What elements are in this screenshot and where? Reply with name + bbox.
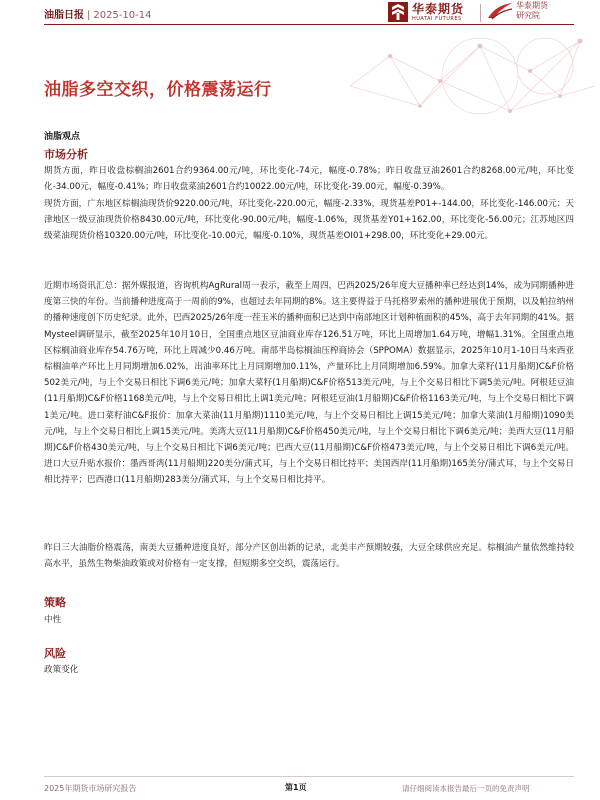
report-date: 2025-10-14	[93, 10, 152, 21]
huatai-logo-icon	[388, 2, 408, 22]
risk-value: 政策变化	[44, 665, 79, 675]
strategy-value: 中性	[44, 615, 62, 625]
spot-paragraph: 现货方面，广东地区棕榈油现货价9220.00元/吨，环比变化-220.00元，幅度-2.33%，现货基差P01+-144.00，环比变化-146.00元；天津地区一级豆油现货价格8430.00元/吨，环比变化-90.00元/吨，幅度-1.06%，现货基差Y01+162.00，环比变化-56.00元；江苏地区四级菜油现货价格10320.00元/吨，环比变化-10.00元，幅度-0.10%，现货基差OI01+298.00，环比变化+29.00元。	[44, 199, 574, 242]
decorative-network-graphic	[330, 26, 600, 126]
footer-rule	[44, 776, 574, 777]
company-logo	[388, 2, 464, 22]
company-name-cn: 华泰期货	[412, 1, 465, 16]
report-label	[44, 6, 152, 21]
footer-report-name: 2025年期货市场研究报告	[44, 784, 137, 793]
report-title: 油脂多空交织，价格震荡运行	[44, 80, 272, 100]
market-analysis-heading: 市场分析	[44, 148, 88, 161]
report-type: 油脂日报	[44, 10, 84, 21]
section-label: 油脂观点	[44, 132, 81, 142]
company-name-en: HUATAI FUTURES	[412, 15, 462, 22]
strategy-heading: 策略	[44, 596, 66, 609]
page-header	[0, 0, 600, 24]
risk-heading: 风险	[44, 647, 66, 660]
institute-swoosh-icon	[486, 1, 514, 21]
summary-paragraph: 昨日三大油脂价格震荡，南美大豆播种进度良好，部分产区创出新的记录，北美丰产预期较强，大豆全球供应充足。棕榈油产量依然维持较高水平，虽然生物柴油政策或对价格有一定支撑，但短期多空交织，震荡运行。	[44, 543, 574, 570]
footer-disclaimer: 请仔细阅读本报告最后一页的免责声明	[402, 784, 530, 793]
futures-paragraph: 期货方面，昨日收盘棕榈油2601合约9364.00元/吨，环比变化-74元，幅度-0.78%；昨日收盘豆油2601合约8268.00元/吨，环比变化-34.00元，幅度-0.41%；昨日收盘菜油2601合约10022.00元/吨，环比变化-39.00元，幅度-0.39%。	[44, 166, 574, 193]
page-number: 第1页	[285, 783, 307, 792]
news-paragraph: 近期市场资讯汇总：据外媒报道，咨询机构AgRural周一表示，截至上周四，巴西2025/26年度大豆播种率已经达到14%，成为同期播种进度第三快的年份。当前播种进度高于一周前的9%，也超过去年同期的8%。这主要得益于马托格罗索州的播种进展优于预期，以及帕拉纳州的播种速度创下历史纪录。此外，巴西2025/26年度一茬玉米的播种面积已达到中南部地区计划种植面积的45%，高于去年同期的41%。据Mysteel调研显示，截至2025年10月10日，全国重点地区豆油商业库存126.51万吨，环比上周增加1.64万吨，增幅1.31%。全国重点地区棕榈油商业库存54.76万吨，环比上周减少0.46万吨。南部半岛棕榈油压榨商协会（SPPOMA）数据显示，2025年10月1-10日马来西亚棕榈油单产环比上月同期增加6.02%，出油率环比上月同期增加0.11%，产量环比上月同期增加6.59%。加拿大菜籽(11月船期)C&F价格502美元/吨，与上个交易日相比下调6美元/吨；加拿大菜籽(1月船期)C&F价格513美元/吨，与上个交易日相比下调5美元/吨。阿根廷豆油(11月船期)C&F价格1168美元/吨，与上个交易日相比上调1美元/吨；阿根廷豆油(1月船期)C&F价格1163美元/吨，与上个交易日相比下调1美元/吨。进口菜籽油C&F报价：加拿大菜油(11月船期)1110美元/吨，与上个交易日相比上调15美元/吨；加拿大菜油(1月船期)1090美元/吨，与上个交易日相比上调15美元/吨。美湾大豆(11月船期)C&F价格450美元/吨，与上个交易日相比下调6美元/吨；美西大豆(11月船期)C&F价格430美元/吨，与上个交易日相比下调6美元/吨；巴西大豆(11月船期)C&F价格473美元/吨，与上个交易日相比下调6美元/吨。进口大豆升贴水报价：墨西哥湾(11月船期)220美分/蒲式耳，与上个交易日相比持平；美国西岸(11月船期)165美分/蒲式耳，与上个交易日相比持平；巴西港口(11月船期)283美分/蒲式耳，与上个交易日相比持平。	[44, 281, 574, 486]
logo-divider	[480, 4, 481, 22]
institute-sub: 研究院	[516, 11, 540, 20]
institute-name: 华泰期货	[516, 1, 548, 10]
header-separator: |	[87, 10, 91, 21]
institute-logo	[486, 1, 548, 21]
header-rule	[44, 24, 574, 25]
